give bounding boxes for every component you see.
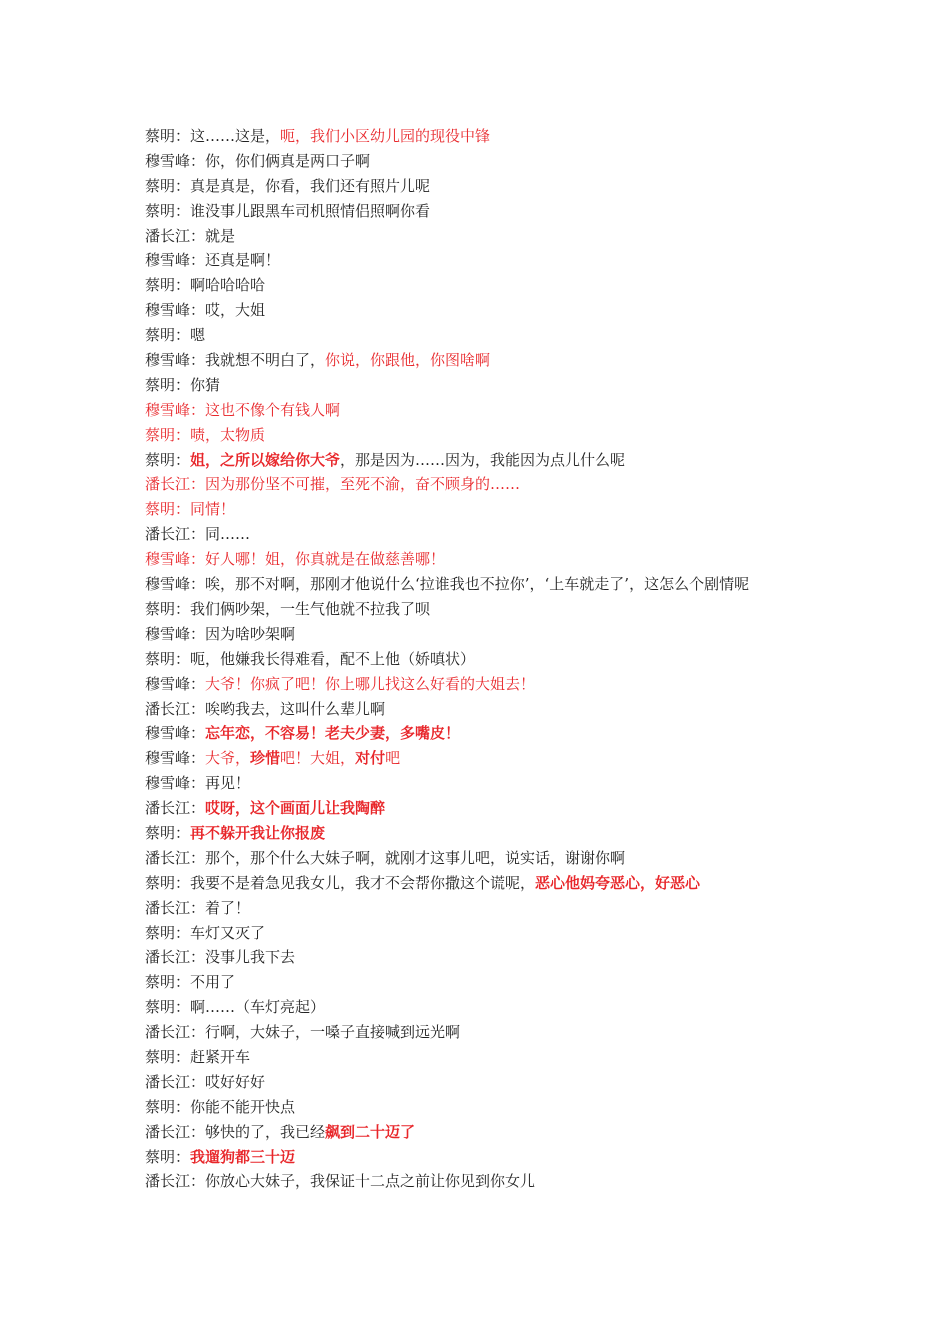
highlighted-text: 大爷！你疯了吧！你上哪儿找这么好看的大姐去！: [205, 674, 536, 693]
dialogue-text: 潘长江：同……: [145, 525, 251, 544]
dialogue-line: [145, 224, 825, 249]
dialogue-line: [145, 821, 825, 846]
dialogue-text: 蔡明：这……这是，: [145, 127, 281, 145]
dialogue-text: 蔡明：: [145, 450, 191, 469]
dialogue-line: [145, 273, 825, 298]
dialogue-line: [145, 398, 825, 423]
dialogue-line: [145, 771, 825, 796]
dialogue-line: [145, 1045, 825, 1070]
highlighted-text: 潘长江：因为那份坚不可摧，至死不渝，奋不顾身的……: [145, 475, 521, 494]
dialogue-text: 蔡明：呃，他嫌我长得难看，配不上他（娇嗔状）: [145, 649, 476, 668]
dialogue-line: [145, 1120, 825, 1145]
dialogue-line: [145, 522, 825, 547]
dialogue-text: 蔡明：嗯: [145, 326, 206, 345]
dialogue-line: [145, 945, 825, 970]
highlighted-text: 吧！大姐，: [280, 749, 356, 768]
dialogue-line: [145, 572, 825, 597]
highlighted-text: 穆雪峰：这也不像个有钱人啊: [145, 400, 341, 419]
dialogue-text: 潘长江：行啊，大妹子，一嗓子直接喊到远光啊: [145, 1023, 461, 1042]
dialogue-text: 潘长江：够快的了，我已经: [145, 1122, 326, 1141]
dialogue-text: 蔡明：我们俩吵架，一生气他就不拉我了呗: [145, 599, 431, 618]
dialogue-text: 潘长江：你放心大妹子，我保证十二点之前让你见到你女儿: [145, 1172, 536, 1191]
dialogue-text: 穆雪峰：唉，那不对啊，那刚才他说什么‘拉谁我也不拉你’，‘上车就走了’，这怎么个剧情呢: [145, 575, 750, 594]
dialogue-line: [145, 248, 825, 273]
dialogue-text: 蔡明：赶紧开车: [145, 1047, 251, 1066]
dialogue-line: [145, 124, 825, 149]
highlighted-text: 忘年恋，不容易！老夫少妻，多嘴皮！: [205, 724, 461, 743]
highlighted-text: 大爷，: [205, 749, 251, 768]
dialogue-line: [145, 697, 825, 722]
dialogue-text: 潘长江：: [145, 799, 206, 818]
highlighted-text: 再不躲开我让你报废: [190, 823, 326, 842]
dialogue-line: [145, 995, 825, 1020]
dialogue-text: 穆雪峰：你，你们俩真是两口子啊: [145, 151, 371, 170]
dialogue-line: [145, 672, 825, 697]
dialogue-line: [145, 721, 825, 746]
dialogue-line: [145, 448, 825, 473]
dialogue-line: [145, 871, 825, 896]
dialogue-text: 穆雪峰：再见！: [145, 774, 251, 793]
highlighted-text: 蔡明：同情！: [145, 500, 236, 519]
dialogue-line: [145, 472, 825, 497]
dialogue-text: 潘长江：哎好好好: [145, 1072, 266, 1091]
highlighted-text: 哎呀，这个画面儿让我陶醉: [205, 799, 386, 818]
dialogue-line: [145, 597, 825, 622]
dialogue-line: [145, 423, 825, 448]
highlighted-text: 吧: [385, 749, 401, 768]
dialogue-text: 潘长江：那个，那个什么大妹子啊，就刚才这事儿吧，说实话，谢谢你啊: [145, 848, 626, 867]
dialogue-text: 穆雪峰：还真是啊！: [145, 251, 281, 270]
dialogue-text: 蔡明：我要不是着急见我女儿，我才不会帮你撒这个谎呢，: [145, 873, 536, 892]
dialogue-text: 穆雪峰：哎，大姐: [145, 301, 266, 320]
highlighted-text: 你说，你跟他，你图啥啊: [325, 351, 491, 370]
dialogue-line: [145, 1095, 825, 1120]
dialogue-text: 穆雪峰：: [145, 674, 206, 693]
dialogue-text: 穆雪峰：: [145, 749, 206, 768]
dialogue-text: 蔡明：真是真是，你看，我们还有照片儿呢: [145, 176, 431, 195]
dialogue-line: [145, 1070, 825, 1095]
dialogue-text: 蔡明：你能不能开快点: [145, 1097, 296, 1116]
dialogue-text: 蔡明：不用了: [145, 973, 236, 992]
dialogue-text: 蔡明：车灯又灭了: [145, 923, 266, 942]
dialogue-text: 穆雪峰：因为啥吵架啊: [145, 624, 296, 643]
dialogue-line: [145, 846, 825, 871]
dialogue-line: [145, 497, 825, 522]
highlighted-text: 飙到二十迈了: [325, 1122, 416, 1141]
dialogue-text: 潘长江：没事儿我下去: [145, 948, 296, 967]
highlighted-text: 蔡明：啧，太物质: [145, 425, 266, 444]
dialogue-line: [145, 149, 825, 174]
dialogue-text: 穆雪峰：: [145, 724, 206, 743]
dialogue-line: [145, 1145, 825, 1170]
highlighted-text: 我遛狗都三十迈: [190, 1147, 296, 1166]
highlighted-text: 珍惜: [250, 749, 281, 768]
dialogue-line: [145, 348, 825, 373]
dialogue-text: 穆雪峰：我就想不明白了，: [145, 351, 326, 370]
dialogue-text: 蔡明：啊……（车灯亮起）: [145, 998, 326, 1017]
dialogue-text: 蔡明：啊哈哈哈哈: [145, 276, 266, 295]
dialogue-line: [145, 896, 825, 921]
dialogue-line: [145, 547, 825, 572]
dialogue-line: [145, 199, 825, 224]
dialogue-text: 蔡明：: [145, 1147, 191, 1166]
highlighted-text: 姐，之所以嫁给你大爷: [190, 450, 341, 469]
dialogue-line: [145, 970, 825, 995]
dialogue-text: ，那是因为……因为，我能因为点儿什么呢: [340, 450, 626, 469]
dialogue-text: 蔡明：你猜: [145, 375, 221, 394]
dialogue-line: [145, 796, 825, 821]
dialogue-line: [145, 622, 825, 647]
highlighted-text: 穆雪峰：好人哪！姐，你真就是在做慈善哪！: [145, 550, 446, 569]
dialogue-line: [145, 298, 825, 323]
dialogue-line: [145, 323, 825, 348]
dialogue-script: [145, 124, 825, 1194]
dialogue-line: [145, 373, 825, 398]
highlighted-text: 呃，我们小区幼儿园的现役中锋: [280, 127, 491, 145]
dialogue-line: [145, 174, 825, 199]
dialogue-line: [145, 647, 825, 672]
dialogue-line: [145, 921, 825, 946]
dialogue-text: 潘长江：着了！: [145, 898, 251, 917]
dialogue-line: [145, 1169, 825, 1194]
highlighted-text: 对付: [355, 749, 386, 768]
dialogue-text: 蔡明：谁没事儿跟黑车司机照情侣照啊你看: [145, 201, 431, 220]
dialogue-text: 蔡明：: [145, 823, 191, 842]
dialogue-line: [145, 746, 825, 771]
dialogue-text: 潘长江：就是: [145, 226, 236, 245]
dialogue-line: [145, 1020, 825, 1045]
dialogue-text: 潘长江：唉哟我去，这叫什么辈儿啊: [145, 699, 386, 718]
highlighted-text: 恶心他妈夸恶心，好恶心: [535, 873, 701, 892]
